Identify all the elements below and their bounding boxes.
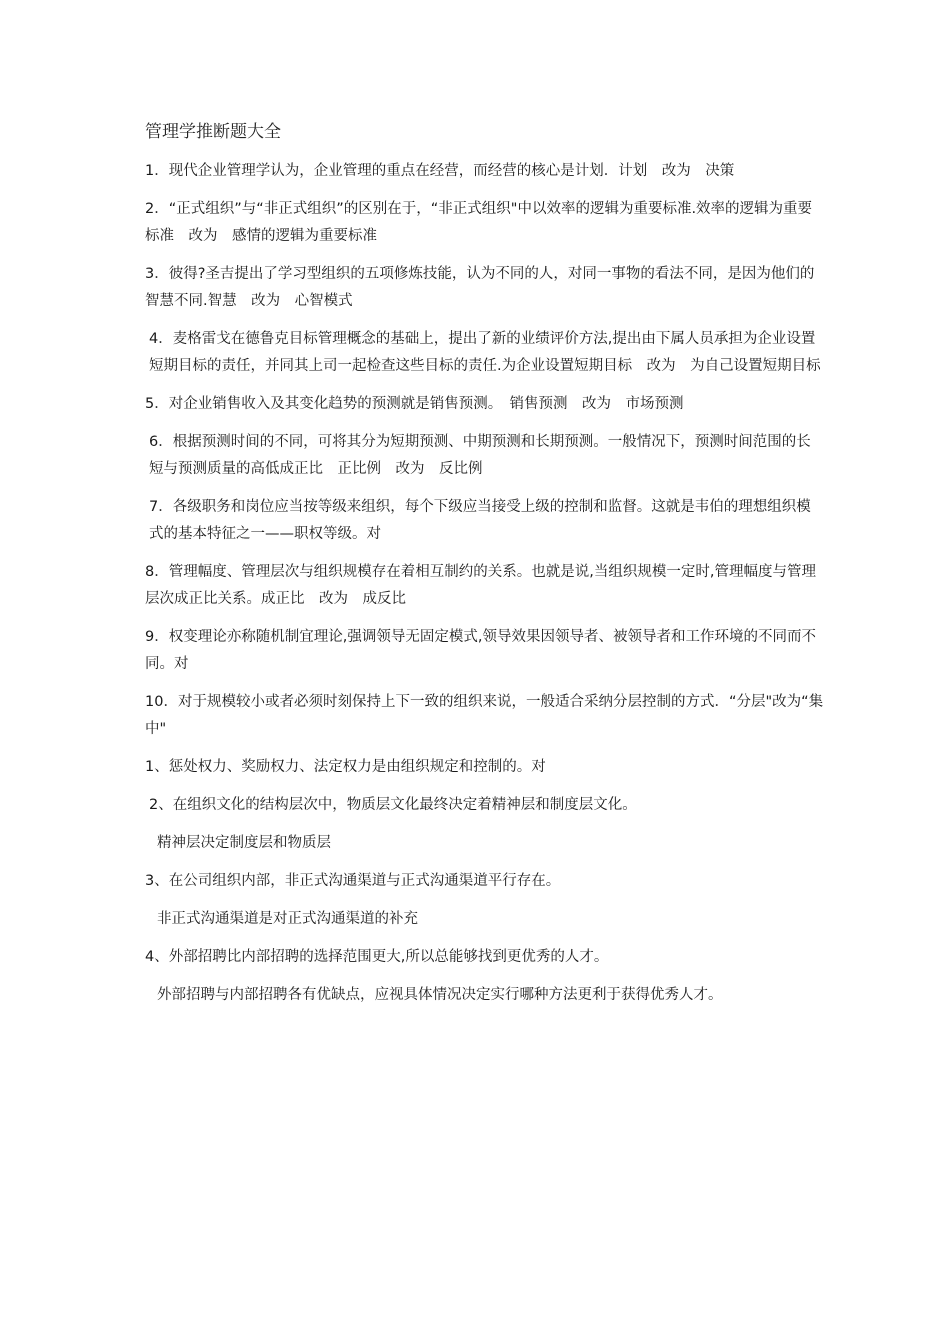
paragraph-item: 外部招聘与内部招聘各有优缺点，应视具体情况决定实行哪种方法更利于获得优秀人才。: [157, 987, 723, 1003]
document-title: 管理学推断题大全: [145, 122, 281, 142]
paragraph-item: 1、惩处权力、奖励权力、法定权力是由组织规定和控制的。对: [145, 759, 546, 775]
document-body: [145, 118, 825, 1020]
paragraph-item: 6．根据预测时间的不同，可将其分为短期预测、中期预测和长期预测。一般情况下，预测时间范围的长短与预测质量的高低成正比 正比例 改为 反比例: [149, 434, 811, 477]
paragraph-item: 4、外部招聘比内部招聘的选择范围更大,所以总能够找到更优秀的人才。: [145, 949, 609, 965]
paragraph-item: 1．现代企业管理学认为，企业管理的重点在经营，而经营的核心是计划．计划 改为 决策: [145, 163, 735, 179]
paragraph-item: 8．管理幅度、管理层次与组织规模存在着相互制约的关系。也就是说,当组织规模一定时,管理幅度与管理层次成正比关系。成正比 改为 成反比: [145, 564, 816, 607]
paragraph-item: 精神层决定制度层和物质层: [157, 835, 331, 851]
paragraph-item: 2．“正式组织”与“非正式组织”的区别在于，“非正式组织"中以效率的逻辑为重要标准.效率的逻辑为重要标准 改为 感情的逻辑为重要标准: [145, 201, 813, 244]
paragraph-item: 3、在公司组织内部，非正式沟通渠道与正式沟通渠道平行存在。: [145, 873, 561, 889]
paragraph-item: 9．权变理论亦称随机制宜理论,强调领导无固定模式,领导效果因领导者、被领导者和工作环境的不同而不同。对: [145, 629, 816, 672]
paragraph-item: 4．麦格雷戈在德鲁克目标管理概念的基础上，提出了新的业绩评价方法,提出由下属人员承担为企业设置短期目标的责任，并同其上司一起检查这些目标的责任.为企业设置短期目标 改为 为自己设置短期目标: [149, 331, 821, 374]
paragraph-list: [145, 158, 825, 1009]
paragraph-item: 10．对于规模较小或者必须时刻保持上下一致的组织来说，一般适合采纳分层控制的方式．“分层"改为“集中": [145, 694, 824, 737]
paragraph-item: 3．彼得?圣吉提出了学习型组织的五项修炼技能，认为不同的人，对同一事物的看法不同，是因为他们的智慧不同.智慧 改为 心智模式: [145, 266, 815, 309]
paragraph-item: 非正式沟通渠道是对正式沟通渠道的补充: [157, 911, 418, 927]
paragraph-item: 7．各级职务和岗位应当按等级来组织，每个下级应当接受上级的控制和监督。这就是韦伯的理想组织模式的基本特征之一——职权等级。对: [149, 499, 811, 542]
paragraph-item: 5．对企业销售收入及其变化趋势的预测就是销售预测。 销售预测 改为 市场预测: [145, 396, 684, 412]
paragraph-item: 2、在组织文化的结构层次中，物质层文化最终决定着精神层和制度层文化。: [149, 797, 637, 813]
